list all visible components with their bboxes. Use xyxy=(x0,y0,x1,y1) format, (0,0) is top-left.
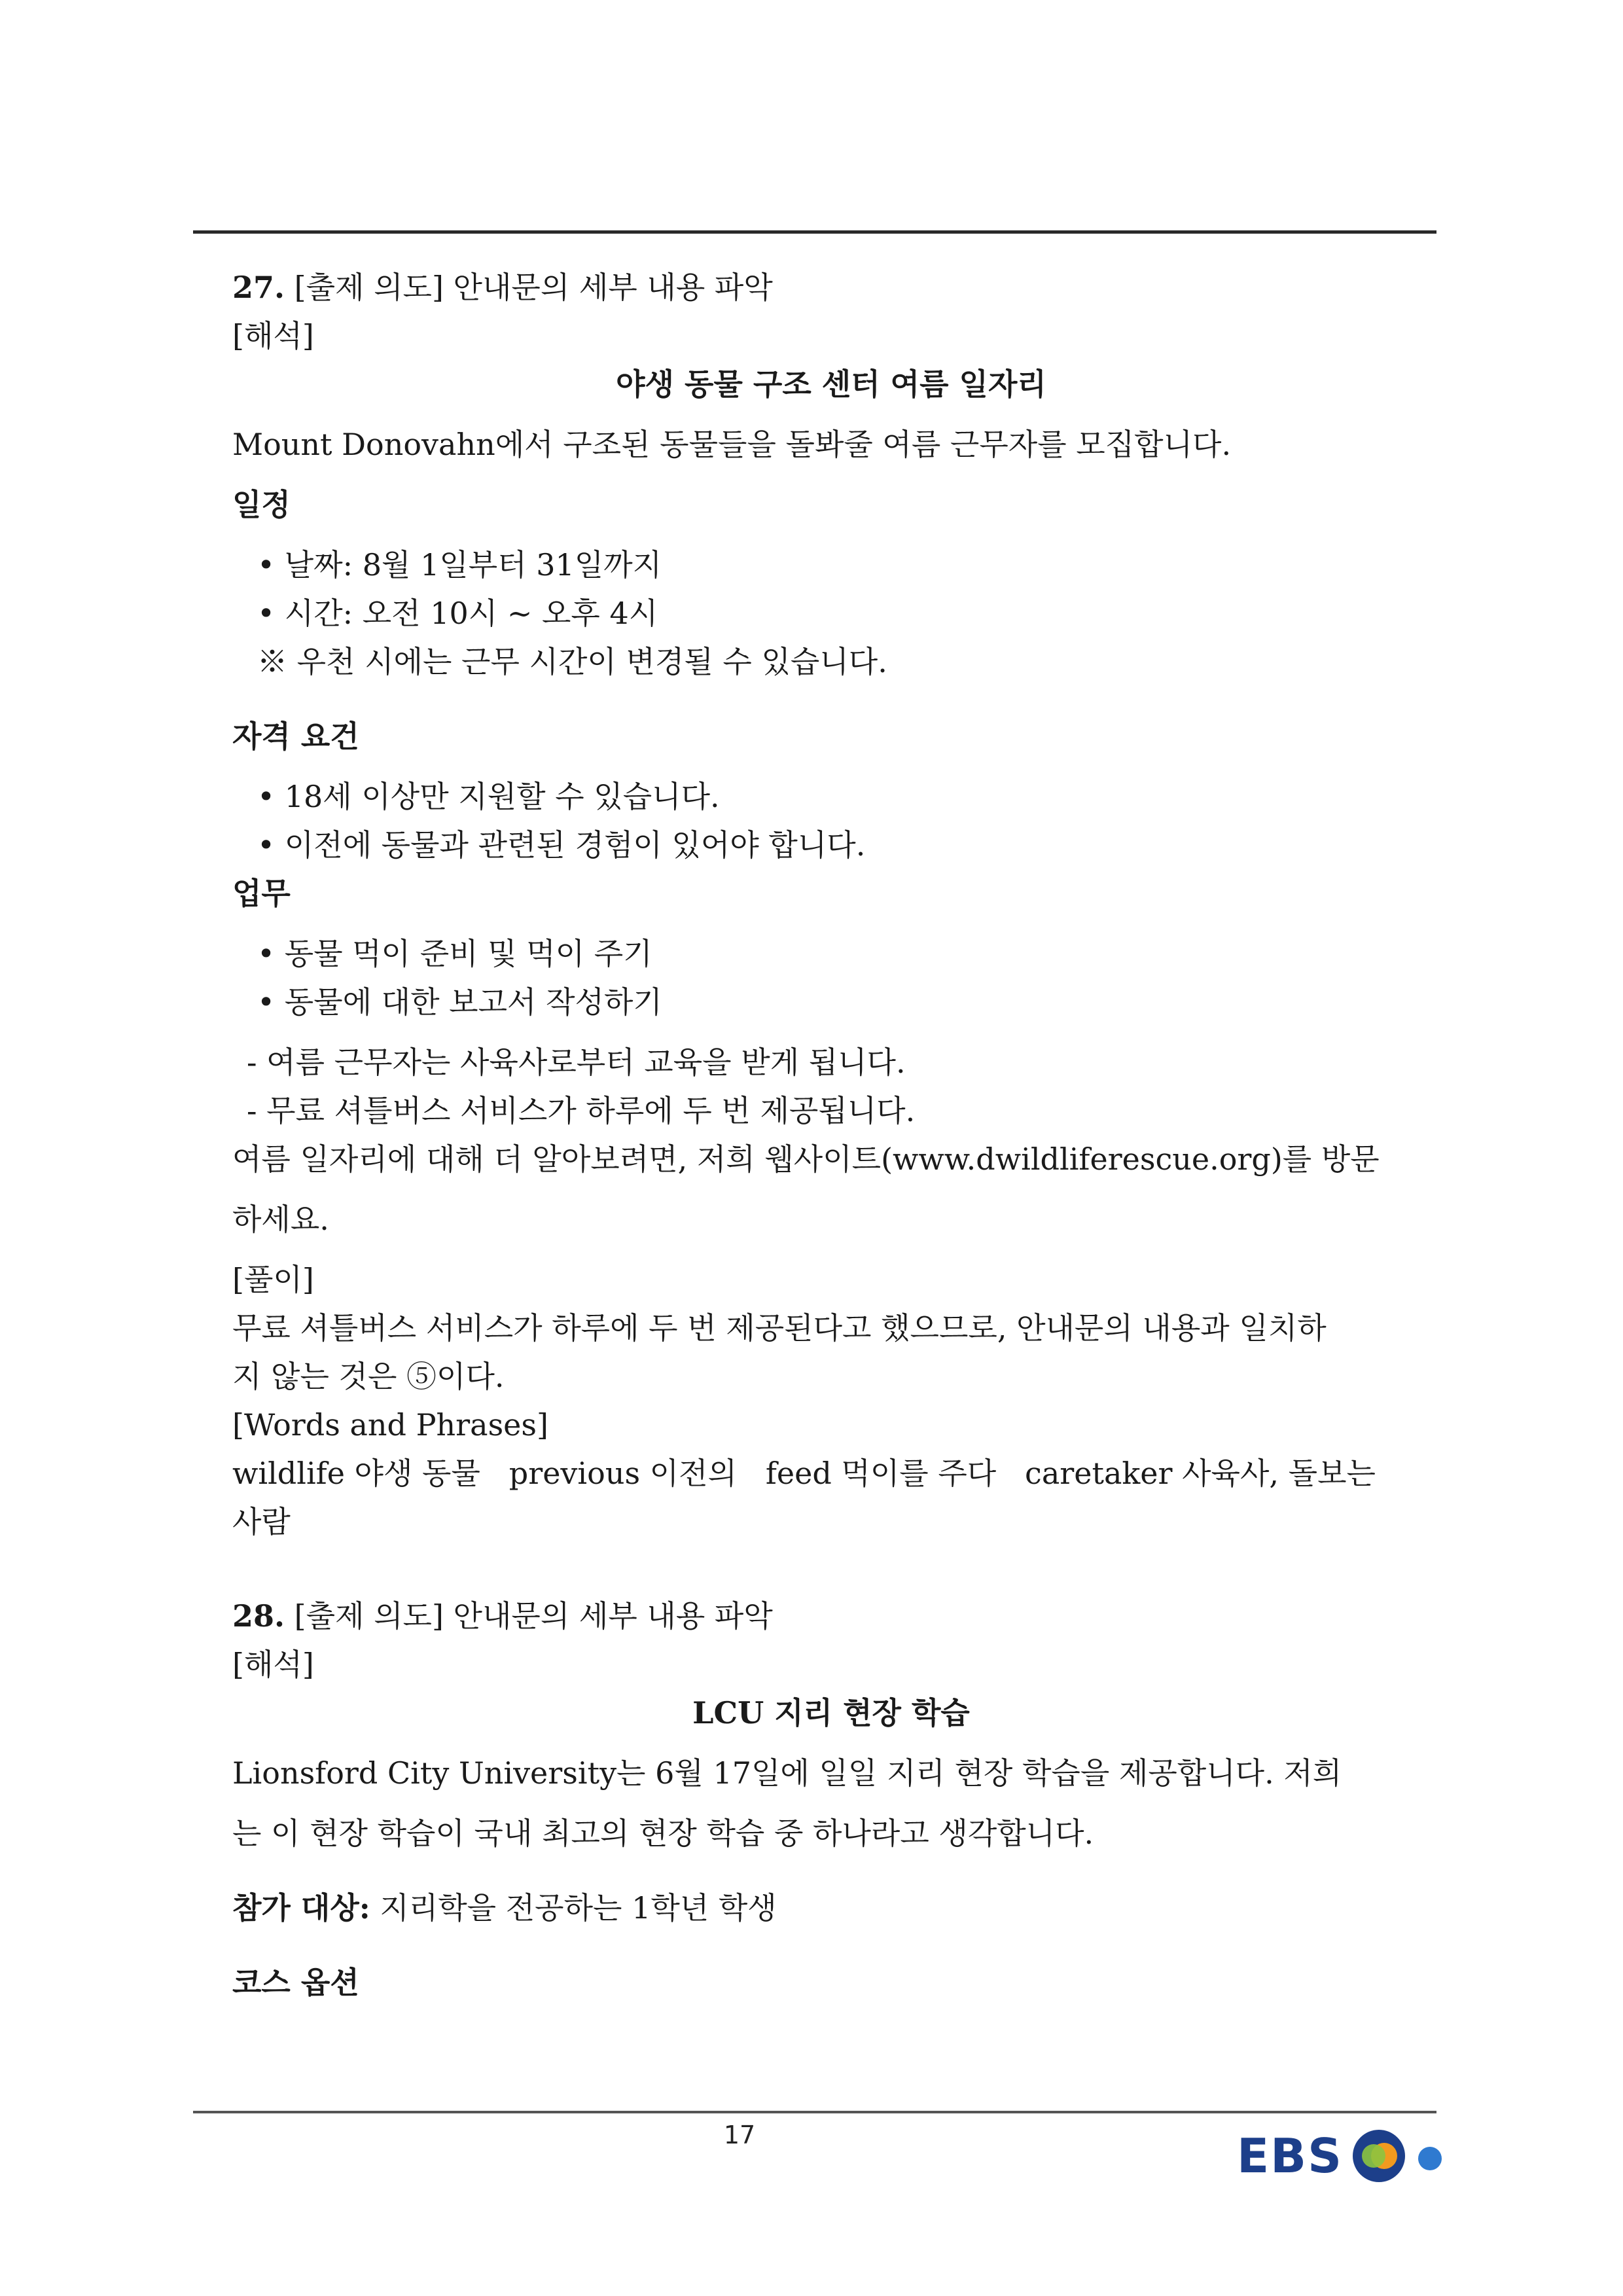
logo-mark-icon xyxy=(1345,2125,1453,2190)
q27-requirement-item: • 18세 이상만 지원할 수 있습니다. xyxy=(257,779,720,814)
q28-header: 28. [출제 의도] 안내문의 세부 내용 파악 xyxy=(232,1598,773,1634)
q28-translation-label: [해석] xyxy=(232,1647,314,1682)
q28-intro-line: 는 이 현장 학습이 국내 최고의 현장 학습 중 하나라고 생각합니다. xyxy=(232,1816,1094,1851)
q27-notice-title: 야생 동물 구조 센터 여름 일자리 xyxy=(616,367,1046,402)
q28-target: 참가 대상: 지리학을 전공하는 1학년 학생 xyxy=(232,1890,777,1926)
q27-solution-line: 지 않는 것은 ⑤이다. xyxy=(232,1359,505,1394)
q27-solution-label: [풀이] xyxy=(232,1262,314,1297)
q27-requirement-item: • 이전에 동물과 관련된 경험이 있어야 합니다. xyxy=(257,827,866,863)
q27-words-line: 사람 xyxy=(232,1504,291,1539)
q27-requirements-heading: 자격 요건 xyxy=(232,719,359,754)
q28-notice-title: LCU 지리 현장 학습 xyxy=(692,1695,970,1731)
q27-schedule-heading: 일정 xyxy=(232,487,291,522)
q27-duty-item: • 동물에 대한 보고서 작성하기 xyxy=(257,984,662,1020)
q27-extra-item: - 여름 근무자는 사육사로부터 교육을 받게 됩니다. xyxy=(247,1045,906,1080)
q27-schedule-item: • 시간: 오전 10시 ~ 오후 4시 xyxy=(257,596,658,631)
page-content xyxy=(232,263,1404,2007)
ebs-logo xyxy=(1237,2119,1453,2191)
q27-header: 27. [출제 의도] 안내문의 세부 내용 파악 xyxy=(232,270,773,305)
q27-intro: Mount Donovahn에서 구조된 동물들을 돌봐줄 여름 근무자를 모집합니다. xyxy=(232,427,1232,462)
q27-schedule-item: • 날짜: 8월 1일부터 31일까지 xyxy=(257,547,662,583)
q27-solution-line: 무료 셔틀버스 서비스가 하루에 두 번 제공된다고 했으므로, 안내문의 내용과 일치하 xyxy=(232,1310,1327,1346)
q27-duty-item: • 동물 먹이 준비 및 먹이 주기 xyxy=(257,936,652,971)
header-rule xyxy=(193,230,1436,234)
q27-extra-item: - 무료 셔틀버스 서비스가 하루에 두 번 제공됩니다. xyxy=(247,1093,916,1128)
q27-schedule-note: ※ 우천 시에는 근무 시간이 변경될 수 있습니다. xyxy=(257,644,887,679)
q27-duties-heading: 업무 xyxy=(232,876,291,911)
q27-website-line: 여름 일자리에 대해 더 알아보려면, 저희 웹사이트(www.dwildliferescue.org)를 방문 xyxy=(232,1141,1380,1177)
q27-website-line: 하세요. xyxy=(232,1202,329,1237)
q28-intro-line: Lionsford City University는 6월 17일에 일일 지리 현장 학습을 제공합니다. 저희 xyxy=(232,1755,1342,1791)
page-number: 17 xyxy=(723,2121,756,2149)
footer-rule xyxy=(193,2111,1436,2113)
q27-words-label: [Words and Phrases] xyxy=(232,1407,548,1443)
q27-translation-label: [해석] xyxy=(232,318,314,353)
logo-text: EBS xyxy=(1237,2128,1343,2183)
q28-course-heading: 코스 옵션 xyxy=(232,1965,359,2000)
q27-words-line: wildlife 야생 동물 previous 이전의 feed 먹이를 주다 caretaker 사육사, 돌보는 xyxy=(232,1456,1376,1491)
